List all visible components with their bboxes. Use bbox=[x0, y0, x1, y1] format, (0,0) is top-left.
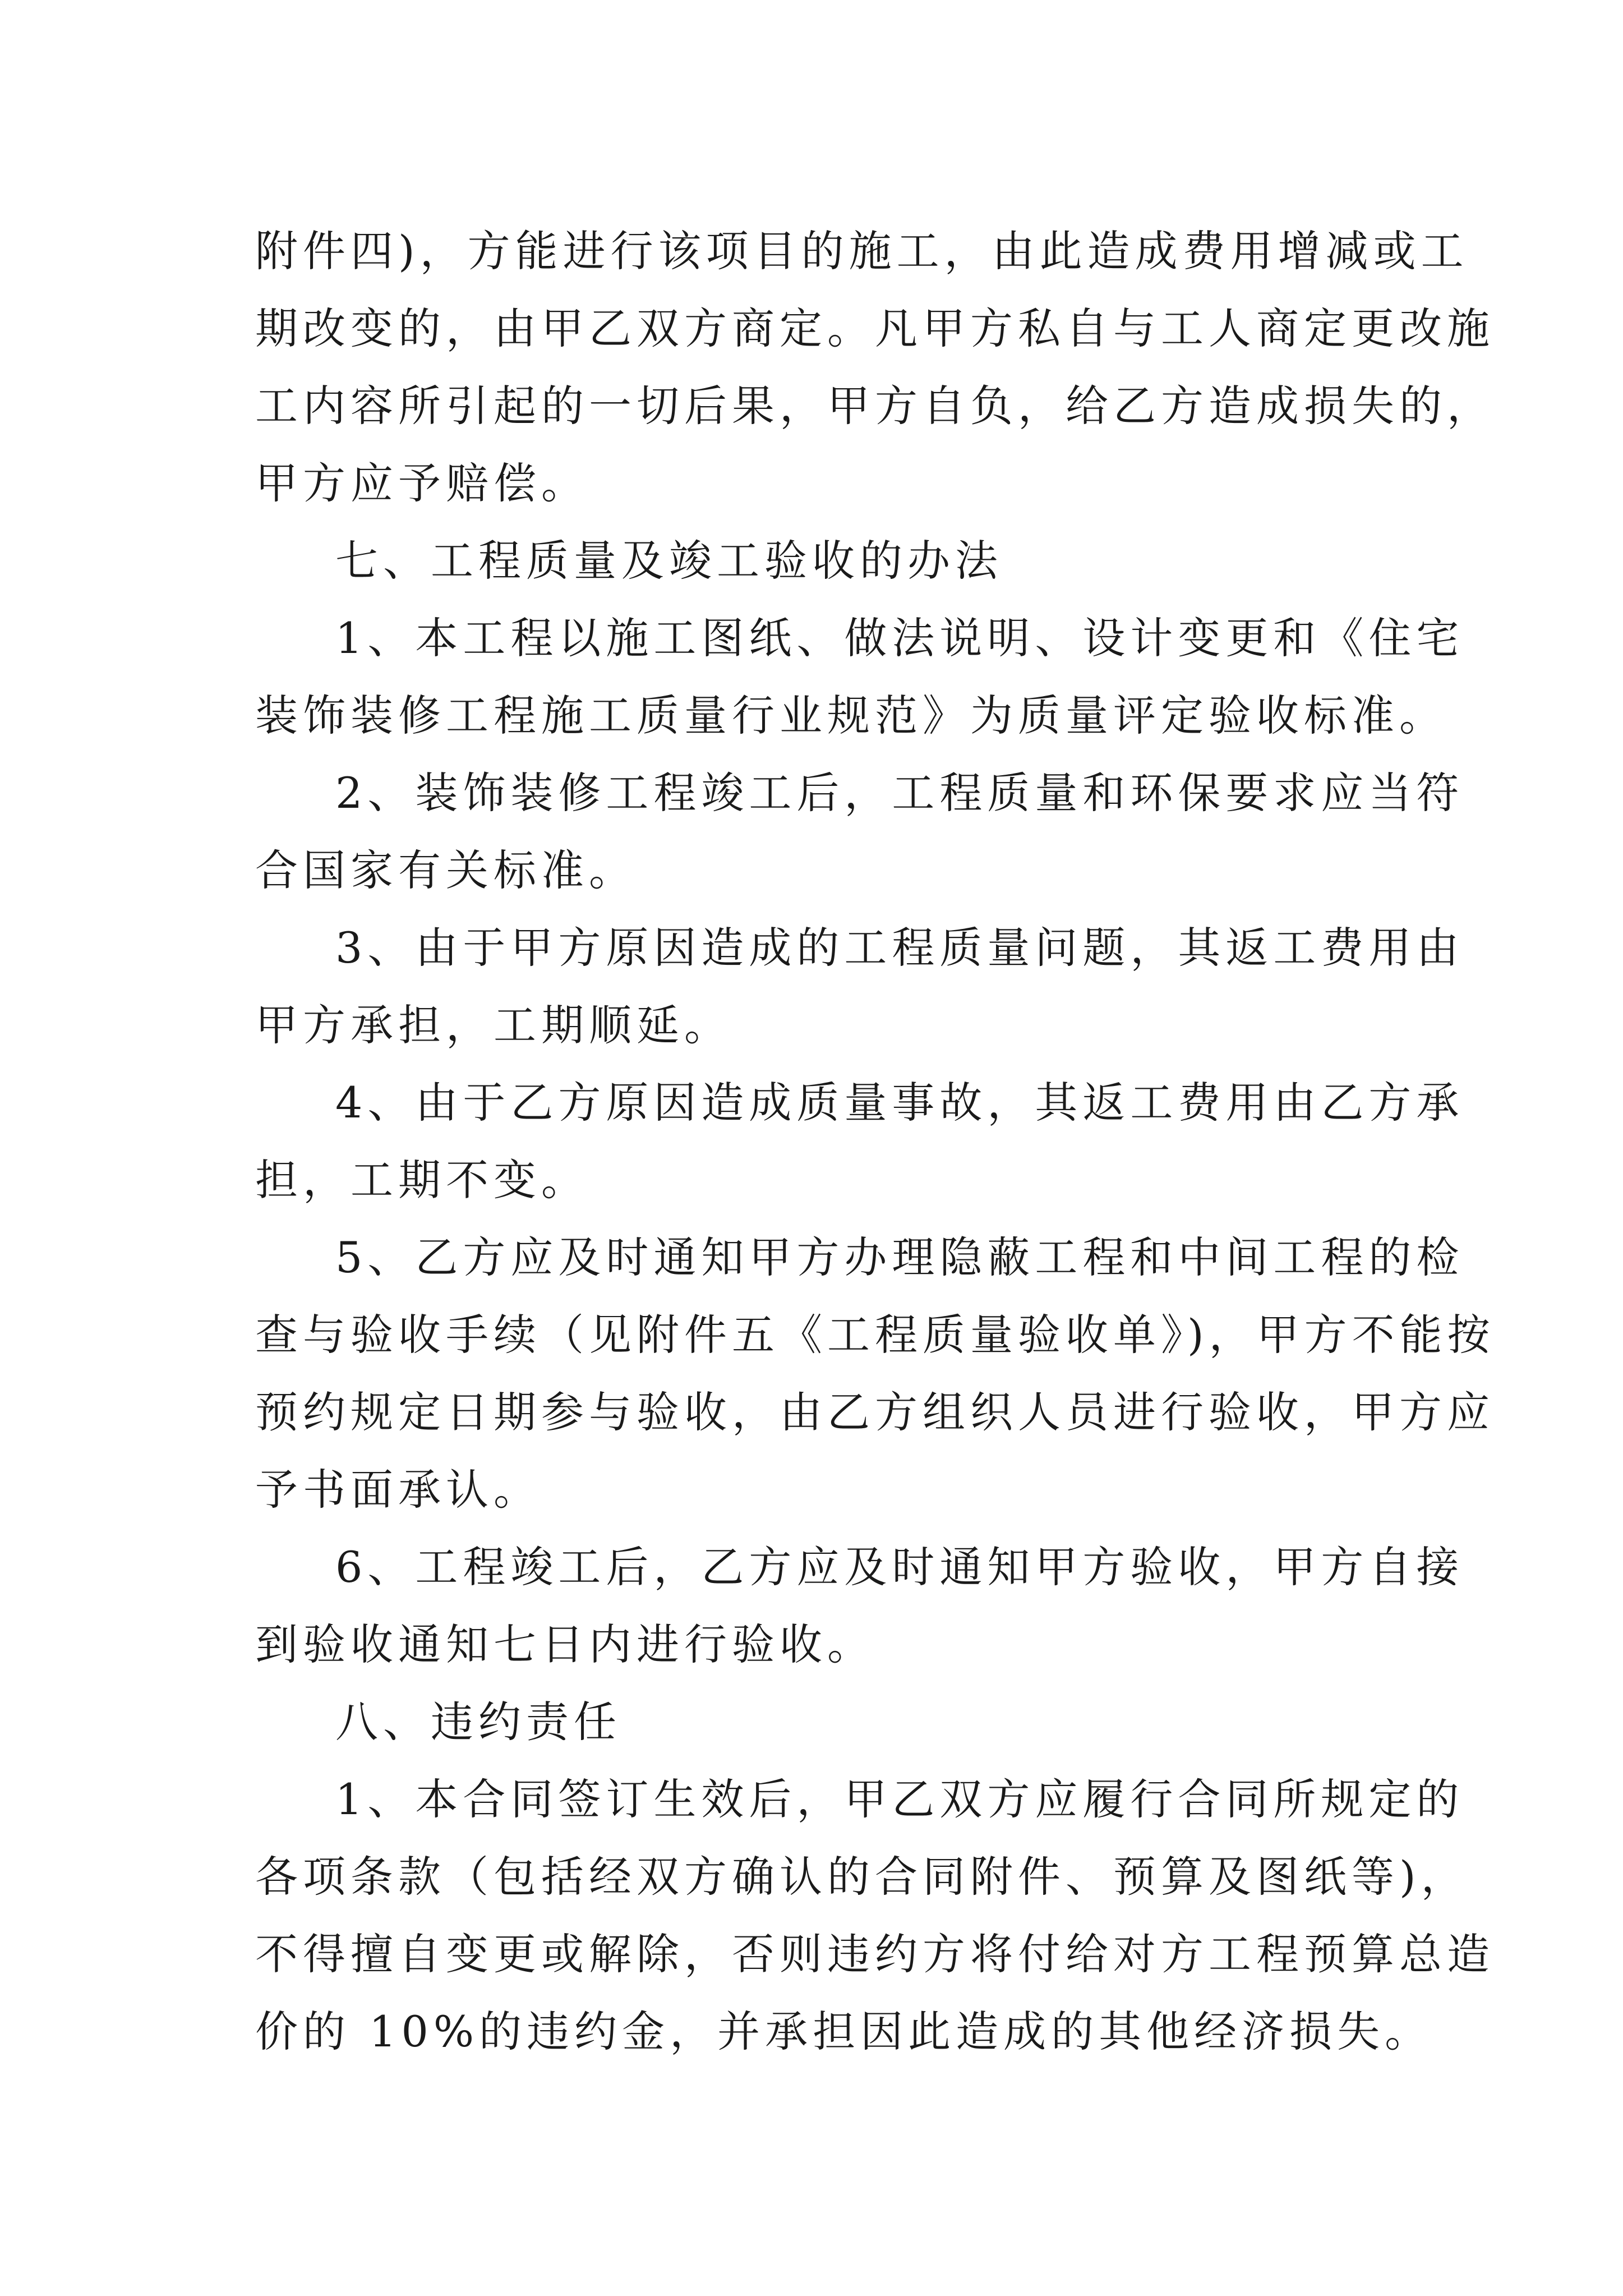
text-line-22: 各项条款（包括经双方确认的合同附件、预算及图纸等)， bbox=[255, 1852, 1469, 1902]
text-line-2: 期改变的，由甲乙双方商定。凡甲方私自与工人商定更改施 bbox=[255, 303, 1495, 353]
text-line-24: 价的 10%的违约金，并承担因此造成的其他经济损失。 bbox=[255, 2007, 1433, 2056]
text-line-15: 查与验收手续（见附件五《工程质量验收单》)，甲方不能按 bbox=[255, 1310, 1495, 1360]
text-line-19: 到验收通知七日内进行验收。 bbox=[255, 1619, 875, 1669]
text-line-4: 甲方应予赔偿。 bbox=[255, 458, 589, 508]
text-line-17: 予书面承认。 bbox=[255, 1465, 541, 1515]
text-line-6: 1、本工程以施工图纸、做法说明、设计变更和《住宅 bbox=[335, 613, 1464, 663]
text-line-18: 6、工程竣工后，乙方应及时通知甲方验收，甲方自接 bbox=[335, 1542, 1464, 1592]
text-line-8: 2、装饰装修工程竣工后，工程质量和环保要求应当符 bbox=[335, 768, 1464, 818]
text-line-21: 1、本合同签订生效后，甲乙双方应履行合同所规定的 bbox=[335, 1774, 1464, 1824]
text-line-11: 甲方承担，工期顺延。 bbox=[255, 1000, 732, 1050]
text-line-9: 合国家有关标准。 bbox=[255, 845, 637, 895]
text-line-1: 附件四)，方能进行该项目的施工，由此造成费用增减或工 bbox=[255, 226, 1469, 276]
text-line-23: 不得擅自变更或解除，否则违约方将付给对方工程预算总造 bbox=[255, 1929, 1495, 1979]
text-line-14: 5、乙方应及时通知甲方办理隐蔽工程和中间工程的检 bbox=[335, 1232, 1464, 1282]
text-line-13: 担，工期不变。 bbox=[255, 1155, 589, 1205]
text-line-10: 3、由于甲方原因造成的工程质量问题，其返工费用由 bbox=[335, 923, 1464, 973]
text-line-12: 4、由于乙方原因造成质量事故，其返工费用由乙方承 bbox=[335, 1078, 1464, 1128]
section-heading-seven: 七、工程质量及竣工验收的办法 bbox=[335, 536, 1003, 586]
section-heading-eight: 八、违约责任 bbox=[335, 1697, 621, 1747]
text-line-16: 预约规定日期参与验收，由乙方组织人员进行验收，甲方应 bbox=[255, 1387, 1495, 1437]
text-line-3: 工内容所引起的一切后果，甲方自负，给乙方造成损失的， bbox=[255, 381, 1495, 431]
text-line-7: 装饰装修工程施工质量行业规范》为质量评定验收标准。 bbox=[255, 691, 1447, 740]
